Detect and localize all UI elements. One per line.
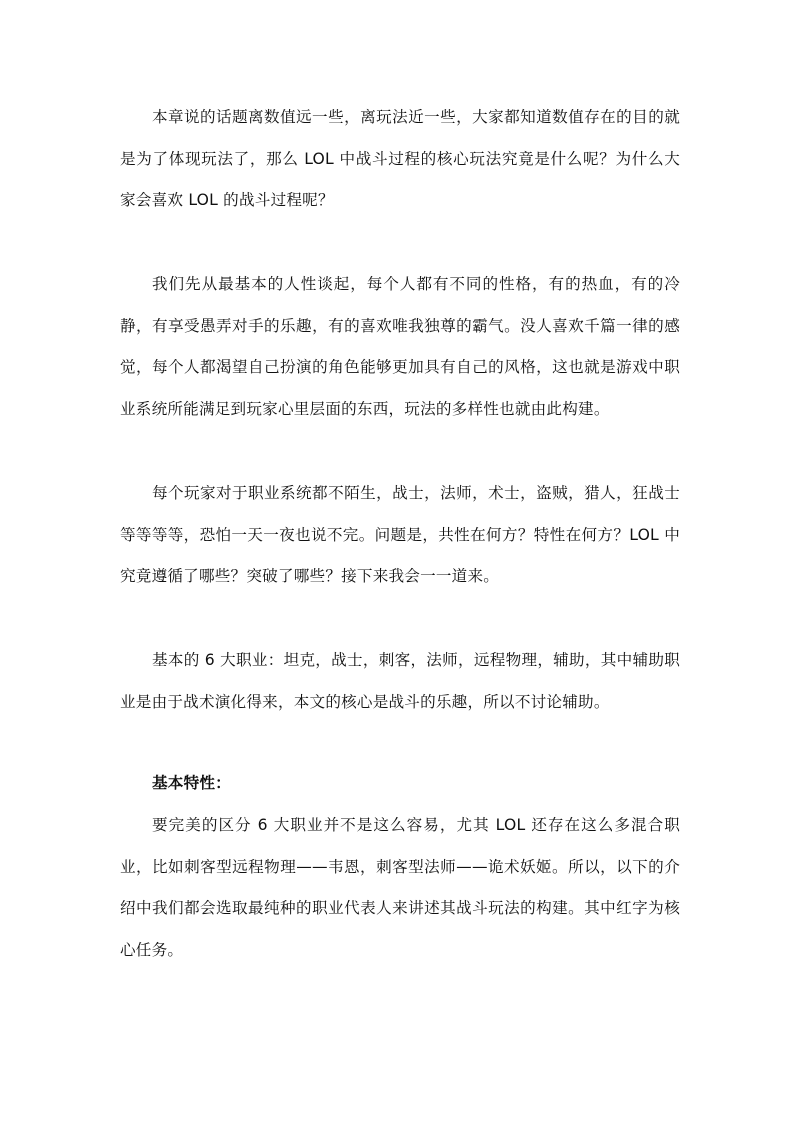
section-heading-basic-traits: 基本特性： [152, 774, 231, 792]
paragraph-intro: 本章说的话题离数值远一些，离玩法近一些，大家都知道数值存在的目的就是为了体现玩法了，那么 LOL 中战斗过程的核心玩法究竟是什么呢？为什么大家会喜欢 LOL 的战斗过程呢？ [120, 108, 680, 209]
paragraph-basic-traits: 要完美的区分 6 大职业并不是这么容易，尤其 LOL 还存在这么多混合职业，比如刺客型远程物理——韦恩，刺客型法师——诡术妖姬。所以，以下的介绍中我们都会选取最纯种的职业代表人来讲述其战斗玩法的构建。其中红字为核心任务。 [120, 816, 680, 959]
paragraph-six-classes: 基本的 6 大职业：坦克，战士，刺客，法师，远程物理，辅助，其中辅助职业是由于战术演化得来，本文的核心是战斗的乐趣，所以不讨论辅助。 [120, 651, 680, 711]
paragraph-class-system: 每个玩家对于职业系统都不陌生，战士，法师，术士，盗贼，猎人，狂战士等等等等，恐怕一天一夜也说不完。问题是，共性在何方？特性在何方？LOL 中究竟遵循了哪些？突破了哪些？接下来我会一一道来。 [120, 484, 680, 585]
paragraph-human-nature: 我们先从最基本的人性谈起，每个人都有不同的性格，有的热血，有的冷静，有享受愚弄对手的乐趣，有的喜欢唯我独尊的霸气。没人喜欢千篇一律的感觉，每个人都渴望自己扮演的角色能够更加具有自己的风格，这也就是游戏中职业系统所能满足到玩家心里层面的东西，玩法的多样性也就由此构建。 [120, 275, 680, 418]
